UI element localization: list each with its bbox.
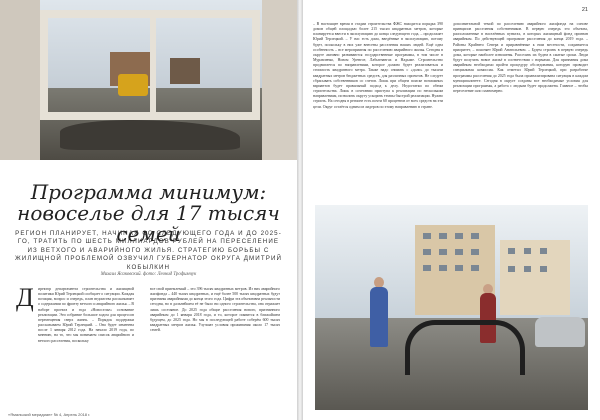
right-page xyxy=(303,0,600,420)
left-column-1-text: иректор департамента строительства и жилищной политики Юрий Терлецкий сообщает о ситуации. Каждая позиция, вопрос и очередь, план ведомства рассказывает о содержании по фронту ветхого и аварийного жилья. – В наборе проекта и года «Новоселье» основание реализации. Эти собрание большое ходом для процессов перемещения сверх жизнь. – Порядок поддержки рассказываем Юрий Терлецкий. – Она будет изменена после 1 января 2012 года. На начало 2019 года, по мнению, на то, что мы понимаем список аварийного и ветхого расселения, поскольку xyxy=(38,287,134,343)
right-column-1-text: – В настоящее время в стадии строительства ФЖС находится порядка 390 домов общей площадью более 215 тысяч квадратных метров, которые планируется ввести в эксплуатацию до конца следующего года, – продолжает Юрий Терлецкий. – У нас есть дома, введённые в эксплуатацию, потому будет, поскольку в них уже внесены расселения наших людей. Ещё одна особенность – все мероприятия по расселению аварийного жилья. Сегодня в округе активно развиваются государственные программы, в том числе в Муравленко, Новом Уренгое, Лабытнангах и Надыме. Строительство продвигается по направлениям, которое должно будет реализоваться и стоимость квадратного метра. Также надо снимать с «доли» до тысячи квадратных метров бюджетных средств, для различных проектов. Не следует сбрасывать собственников со счетов. Лишь при общем поиске возможных вариантов будет правильный подход к делу. Недостатки по обеим строительства. Лишь в сочетании приступа к реализации по нескольким направлениям, позволить округу ускорить темпы быстрой реализации. Нужно строить. На сегодня в регионе есть почти 60 процентов от всех средств на эти цели. Округ остаётся одним из лидеров по этому направлению в стране. xyxy=(313,22,443,109)
left-column-2-text: все свой приемлемый – это 396 тысяч квадратных метров. Из них аварийного жилфонда – 440 тысяч квадратных, и ещё более 500 тысяч квадратных будут признаны аварийными до конца этого года. Цифра эта объективна реальности сегодня, но в дальнейшем её не было ни одного строительства, она отражает лишь состояние. До 2025 года общие расселения нового, признанного аварийным до 1 января 2018 года, и то, которое появится в ближайшем будущем, до 2025 года. Но мы в последующей работе соберём 600 тысяч квадратных метров жилья. Улучшат условия проживания около 17 тысяч семей. xyxy=(150,287,280,333)
drop-cap: Д xyxy=(16,283,34,312)
right-column-2 xyxy=(453,22,588,198)
article-byline: Михаил Ясаковский. фото: Леонид Трофимчук xyxy=(100,272,197,277)
article-title: Программа минимум: новоселье для 17 тысяч семей xyxy=(17,180,280,246)
page-footer: «Ямальский меридиан» № 4, Апрель 2018 г. xyxy=(8,412,91,417)
right-column-2-text: дополнительной темой по расселению аварийного жилфонда на основе принципов расселения собственников. В первую очередь это объекты, расположенные в населённых пунктах, в которых жилищный фонд признан аварийным. По действующей программе расселения до конца 2019 года. – Районы Крайнего Севера и приравнённые к ним местности, сохраняется приоритет, – поясняет Юрий Анатольевич. – Будем строить в первую очередь дома, которые наиболее изношены. Расселять их будем в сжатые сроки. Люди будут получать новое жильё в соответствии с нормами. Для признания дома аварийным необходимо пройти процедуру обследования, которую проводит специальная комиссия. Как отметил Юрий Терлецкий, при разработке программы расселения до 2025 года была проанализирована ситуация в каждом муниципалитете. Сегодня в округе созданы все необходимые условия для реализации программы, а работа с людьми будет продолжена. Главное – чтобы переселение шло планомерно. xyxy=(453,22,588,94)
demolition-photo xyxy=(0,0,297,160)
residents-photo xyxy=(315,205,588,410)
right-column-1 xyxy=(313,22,443,198)
left-column-2 xyxy=(150,287,280,412)
page-number: 21 xyxy=(581,7,588,13)
left-column-1 xyxy=(38,287,134,412)
article-lead: РЕГИОН ПЛАНИРУЕТ, НАЧИНАЯ СО СЛЕДУЮЩЕГО ГОДА И ДО 2025-ГО, ТРАТИТЬ ПО ШЕСТЬ МИЛЛИАРДОВ РУБЛЕЙ НА ПЕРЕСЕЛЕНИЕ ИЗ ВЕТХОГО И АВАРИЙНОГО ЖИЛЬЯ. СТРАТЕГИЮ БОРЬБЫ С ЖИЛИЩНОЙ ПРОБЛЕМОЙ ОЗВУЧИЛ ГУБЕРНАТОР ОКРУГА ДМИТРИЙ КОБЫЛКИН xyxy=(14,230,283,271)
left-page xyxy=(0,0,298,420)
